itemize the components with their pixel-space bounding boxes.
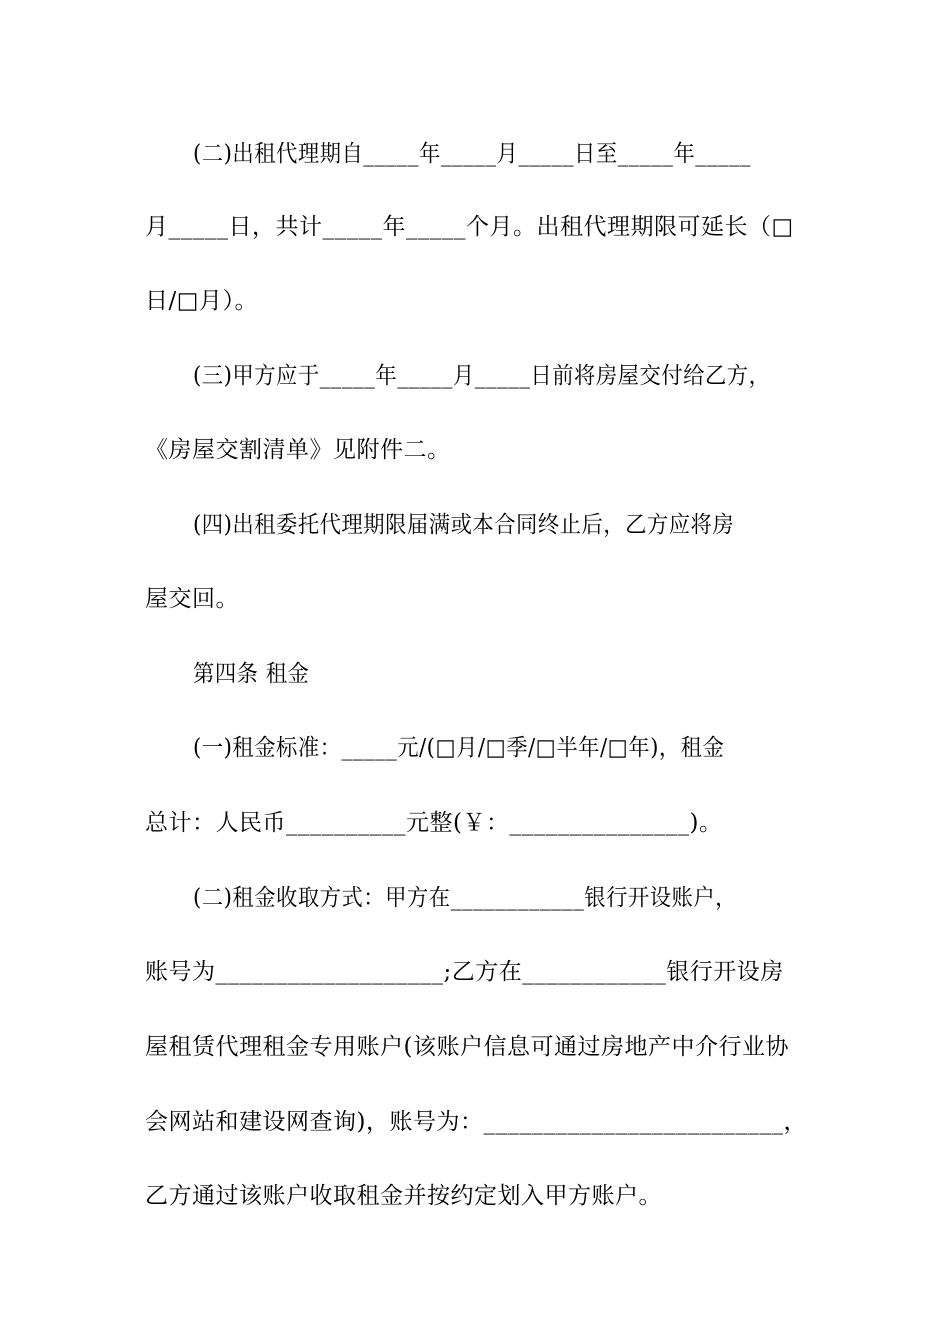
paragraph-rent-collection-cont-3: 会网站和建设网查询)，账号为：_________________________， xyxy=(145,1109,807,1135)
paragraph-rental-agency-period-end: 日/□月）。 xyxy=(145,288,258,314)
paragraph-house-return-cont: 屋交回。 xyxy=(145,586,239,612)
paragraph-rental-agency-period-cont: 月_____日，共计_____年_____个月。出租代理期限可延长（□ xyxy=(145,214,794,240)
paragraph-rent-collection-cont-1: 账号为___________________;乙方在____________银行开设房 xyxy=(145,959,784,985)
paragraph-rental-agency-period: (二)出租代理期自_____年_____月_____日至_____年_____ xyxy=(193,141,751,167)
paragraph-house-return: (四)出租委托代理期限届满或本合同终止后，乙方应将房 xyxy=(193,512,735,538)
paragraph-rent-collection-cont-2: 屋租赁代理租金专用账户(该账户信息可通过房地产中介行业协 xyxy=(145,1034,789,1060)
paragraph-house-delivery-cont: 《房屋交割清单》见附件二。 xyxy=(145,437,451,463)
paragraph-rent-standard: (一)租金标准：_____元/(□月/□季/□半年/□年)，租金 xyxy=(193,735,725,761)
paragraph-rent-standard-cont: 总计：人民币__________元整(￥：_______________)。 xyxy=(145,810,723,836)
paragraph-rent-collection-cont-4: 乙方通过该账户收取租金并按约定划入甲方账户。 xyxy=(145,1183,662,1209)
paragraph-house-delivery: (三)甲方应于_____年_____月_____日前将房屋交付给乙方， xyxy=(193,363,771,389)
paragraph-rent-collection: (二)租金收取方式：甲方在____________银行开设账户， xyxy=(193,885,737,911)
section-heading-rent: 第四条 租金 xyxy=(193,661,310,687)
